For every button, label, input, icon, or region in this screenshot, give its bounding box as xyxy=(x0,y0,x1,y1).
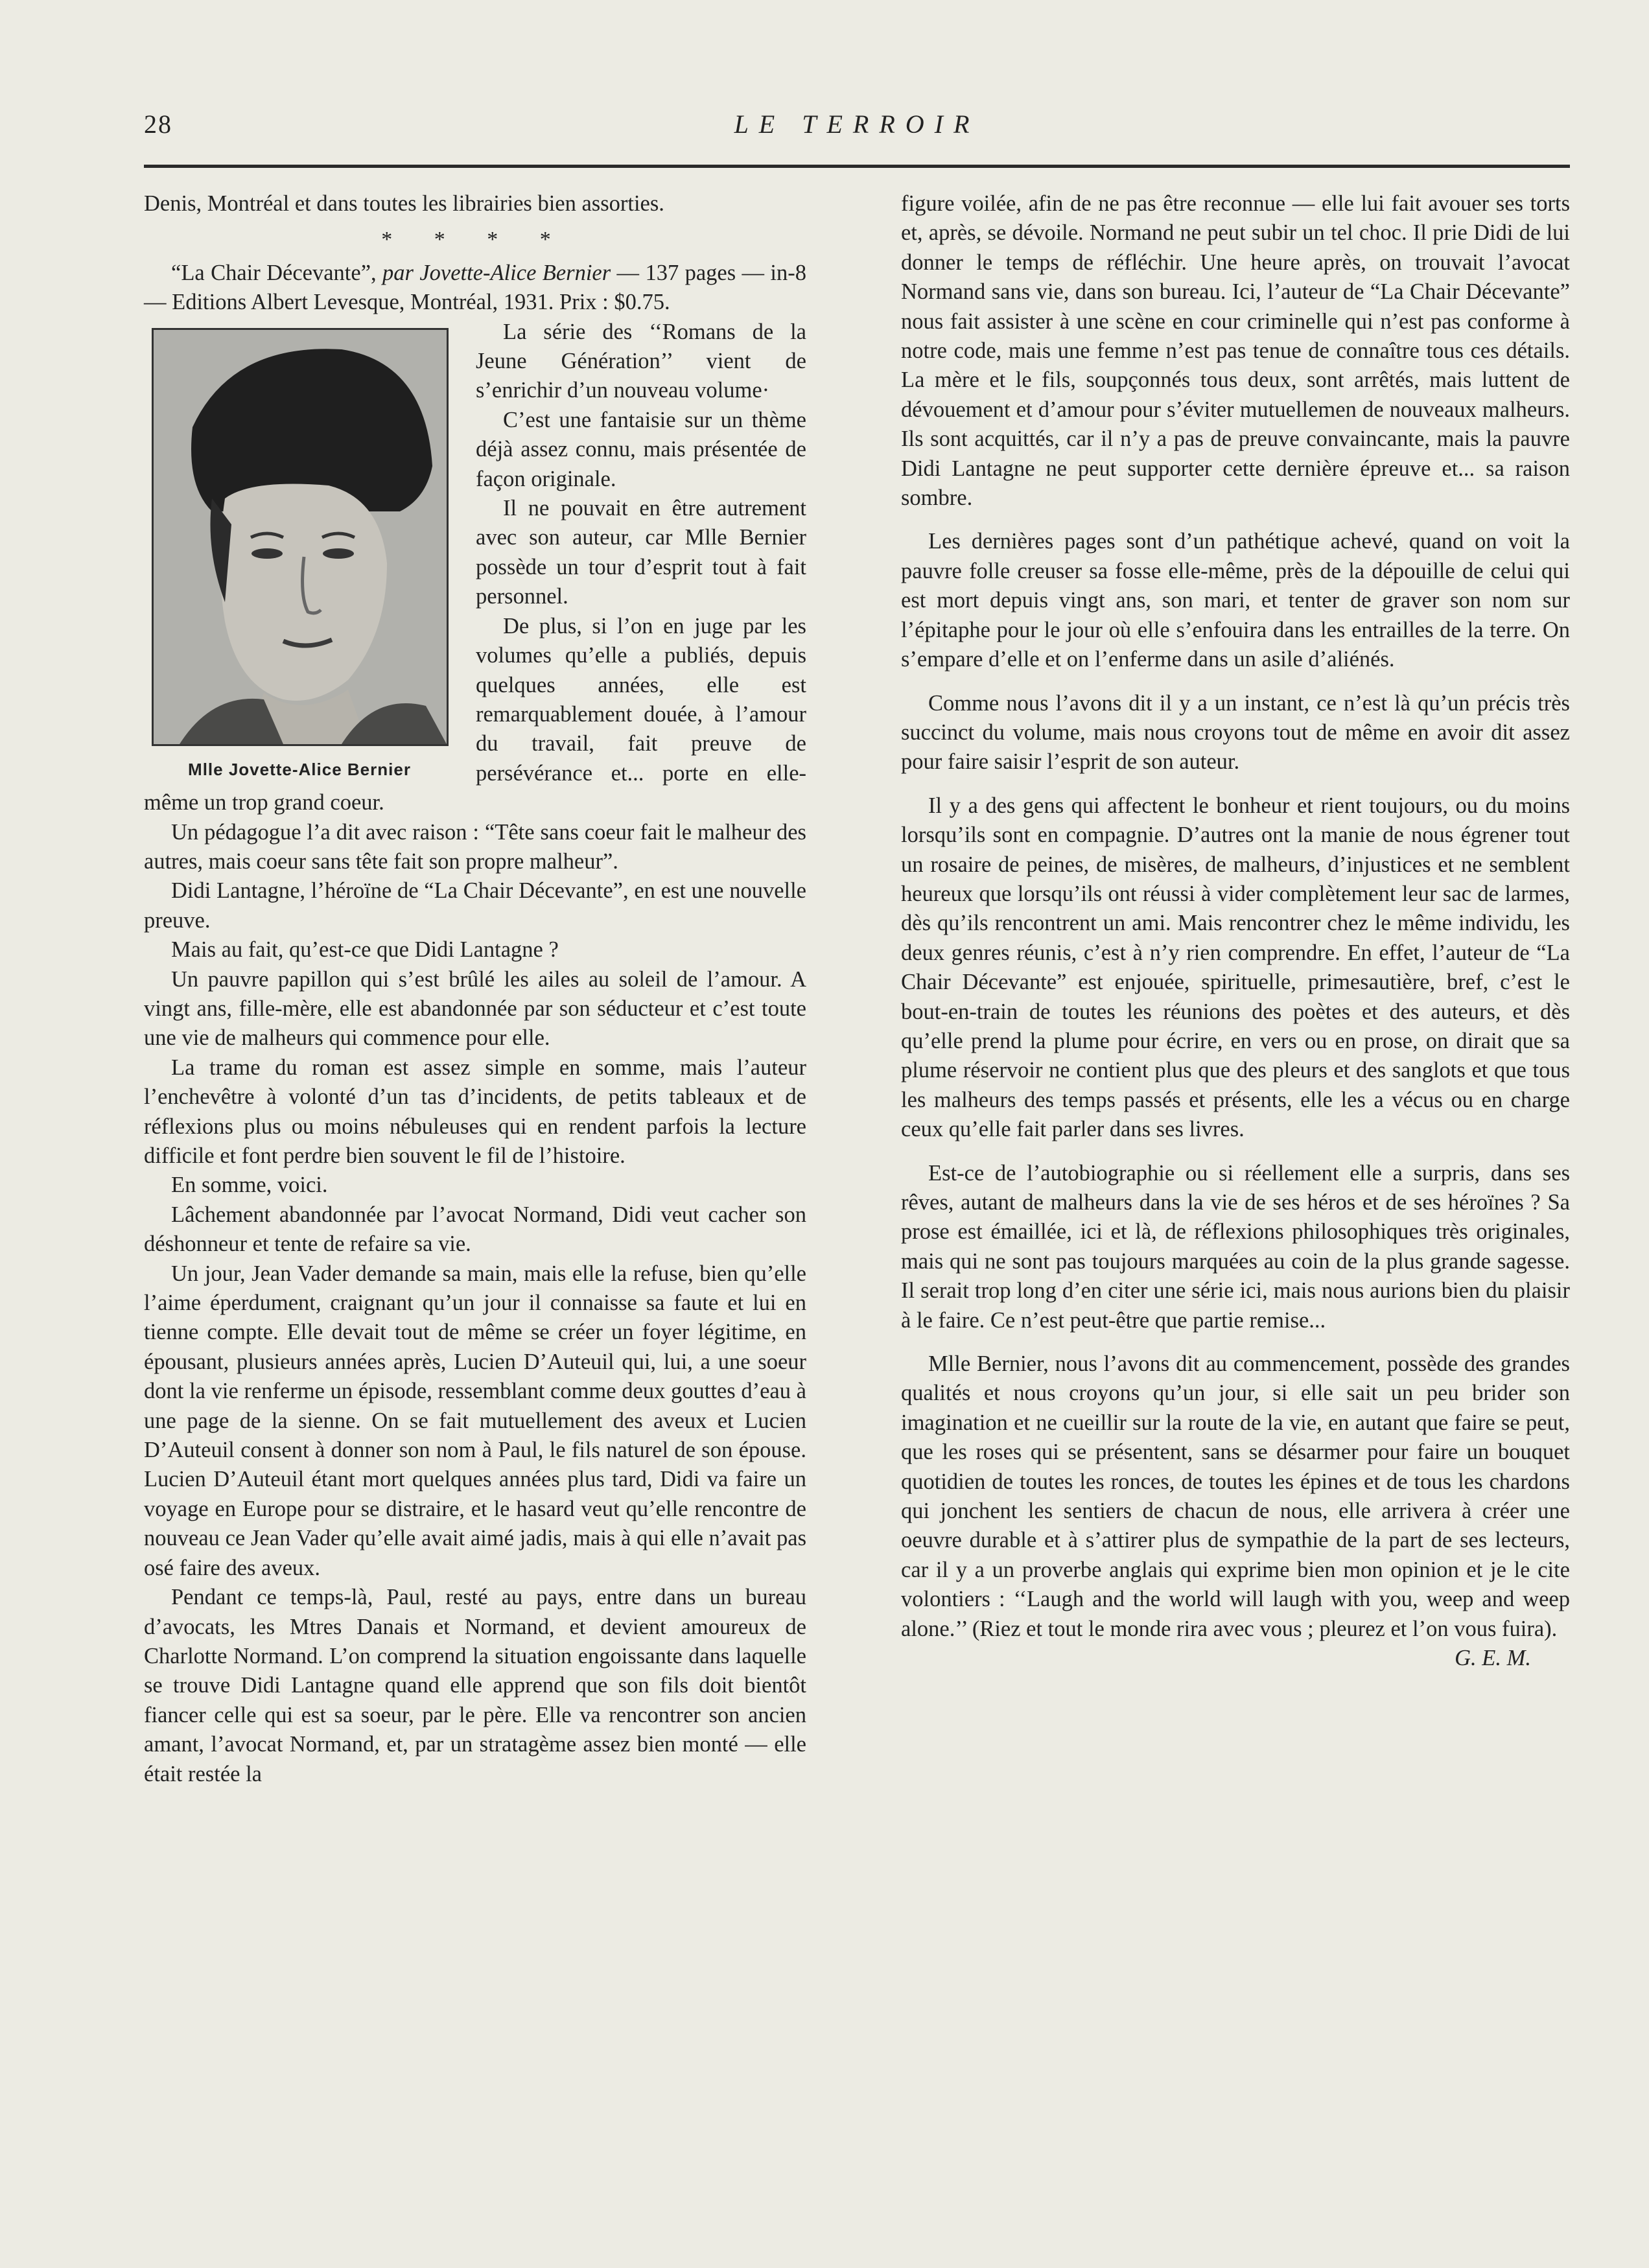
paragraph: En somme, voici. xyxy=(171,1173,328,1198)
book-author: par Jovette-Alice Bernier xyxy=(382,260,611,285)
author-photo xyxy=(152,328,449,746)
portrait-illustration xyxy=(154,330,447,744)
paragraph: figure voilée, afin de ne pas être reconnue — elle lui fait avouer ses torts et, après, se dévoile. Normand ne peut subir un tel choc. Il prie Didi de lui donner le temps de réfléchir. Une heure après, on trouvait l’avocat Normand sans vie, dans son bureau. Ici, l’auteur de “La Chair Décevante” nous fait assister à une scène en cour criminelle qui n’est pas conforme à notre code, mais une femme n’est pas tenue de connaître tous ces détails. La mère et le fils, soupçonnés tous deux, sont arrêtés, mais luttent de dévouement et d’amour pour s’éviter mutuellemen de nouveaux malheurs. Ils sont acquittés, car il n’y a pas de preuve convaincante, mais la pauvre Didi Lantagne ne peut supporter cette dernière épreuve et... sa raison sombre. xyxy=(901,191,1570,511)
page-number: 28 xyxy=(144,110,172,139)
paragraph: Mlle Bernier, nous l’avons dit au commencement, possède des grandes qualités et nous croyons qu’un jour, si elle sait un peu brider son imagination et ne cueillir sur la route de la vie, en autant que faire se peut, que les roses qui se présentent, sans se désarmer pour faire un bouquet quotidien de toutes les ronces, de toutes les épines et de tous les chardons qui jonchent les sentiers de chacun de nous, elle arrivera à créer une oeuvre durable et à s’attirer plus de sympathie de la part de ses lecteurs, car il y a un proverbe anglais qui exprime bien mon opinion et je le cite volontiers : ‘‘Laugh and the world will laugh with you, weep and weep alone.’’ (Riez et tout le monde rira avec vous ; pleurez et l’on vous fuira). xyxy=(901,1351,1570,1641)
book-details: — 137 pages — in-8 — Editions Albert Levesque, Montréal, 1931. Prix : $0.75. xyxy=(144,260,806,315)
paragraph: La trame du roman est assez simple en somme, mais l’auteur l’enchevêtre à volonté d’un tas d’incidents, de petits tableaux et de réflexions plus ou moins nébuleuses qui en rendent parfois la lecture difficile et font perdre bien souvent le fil de l’histoire. xyxy=(144,1055,806,1168)
paragraph: Les dernières pages sont d’un pathétique achevé, quand on voit la pauvre folle creuser sa fosse elle-même, près de la dépouille de celui qui est mort depuis vingt ans, son mari, et tenter de graver son nom sur l’épitaphe pour le jour où elle s’enfouira dans les entrailles de la terre. On s’empare d’elle et on l’enferme dans un asile d’aliénés. xyxy=(901,529,1570,672)
paragraph: C’est une fantaisie sur un thème déjà assez connu, mais présentée de façon originale. xyxy=(476,407,806,491)
book-title: “La Chair Décevante”, xyxy=(171,260,377,285)
paragraph: Lâchement abandonnée par l’avocat Normand, Didi veut cacher son déshonneur et tente de refaire sa vie. xyxy=(144,1202,806,1257)
section-separator: * * * * xyxy=(381,228,569,252)
header-rule xyxy=(144,165,1570,168)
author-photo-block xyxy=(144,318,455,784)
paragraph: Il ne pouvait en être autrement avec son auteur, car Mlle Bernier possède un tour d’esprit tout à fait personnel. xyxy=(476,496,806,609)
book-reference xyxy=(144,259,806,318)
journal-title: LE TERROIR xyxy=(734,110,980,139)
paragraph: Il y a des gens qui affectent le bonheur et rient toujours, ou du moins lorsqu’ils sont en compagnie. D’autres ont la manie de nous égrener tout un rosaire de peines, de misères, de malheurs, d’injustices et ne semblent heureux que lorsqu’ils ont réussi à vider complètement leur sac de larmes, dès qu’ils rencontrent un ami. Mais rencontrer chez le même individu, les deux genres réunis, c’est à n’y rien comprendre. En effet, l’auteur de “La Chair Décevante” est enjouée, spirituelle, primesautière, bref, c’est le bout-en-train de toutes les réunions des poètes et des auteurs, et dès qu’elle prend la plume pour écrire, en vers ou en prose, on dirait que sa plume réservoir ne contient plus que des pleurs et des sanglots et que tous les malheurs des temps passés et présents, elle les a vécus ou en charge ceux qu’elle fait parler dans ses livres. xyxy=(901,793,1570,1142)
paragraph: Mais au fait, qu’est-ce que Didi Lantagne ? xyxy=(171,937,559,963)
paragraph: Un pauvre papillon qui s’est brûlé les ailes au soleil de l’amour. A vingt ans, fille-mère, elle est abandonnée par son séducteur et c’est toute une vie de malheurs qui commence pour elle. xyxy=(144,966,806,1051)
paragraph: Pendant ce temps-là, Paul, resté au pays, entre dans un bureau d’avocats, les Mtres Danais et Normand, et devient amoureux de Charlotte Normand. L’on comprend la situation engoissante dans laquelle se trouve Didi Lantagne quand elle apprend que son fils doit bientôt fiancer celle qui est sa soeur, par le père. Elle va rencontrer son ancien amant, l’avocat Normand, et, par un stratagème assez bien monté — elle était restée la xyxy=(144,1585,806,1786)
paragraph: Un pédagogue l’a dit avec raison : “Tête sans coeur fait le malheur des autres, mais coeur sans tête fait son propre malheur”. xyxy=(144,819,806,874)
right-column xyxy=(901,189,1570,1674)
page-header xyxy=(144,109,1570,148)
photo-caption: Mlle Jovette-Alice Bernier xyxy=(188,759,411,779)
left-column xyxy=(144,189,806,1789)
paragraph: Un jour, Jean Vader demande sa main, mais elle la refuse, bien qu’elle l’aime éperdument, craignant qu’un jour il connaisse sa faute et lui en tienne compte. Elle devait tout de même se créer un foyer légitime, en épousant, plusieurs années après, Lucien D’Auteuil qui, lui, a une soeur dont la vie renferme un épisode, ressemblant comme deux gouttes d’eau à une page de la sienne. On se fait mutuellement des aveux et Lucien D’Auteuil consent à donner son nom à Paul, le fils naturel de son épouse. Lucien D’Auteuil étant mort quelques années plus tard, Didi va faire un voyage en Europe pour se distraire, et le hasard veut qu’elle rencontre de nouveau ce Jean Vader qu’elle avait aimé jadis, mais à qui elle n’avait pas osé faire des aveux. xyxy=(144,1261,806,1580)
author-signature: G. E. M. xyxy=(1455,1646,1531,1671)
paragraph: Didi Lantagne, l’héroïne de “La Chair Décevante”, en est une nouvelle preuve. xyxy=(144,878,806,933)
intro-text: Denis, Montréal et dans toutes les librairies bien assorties. xyxy=(144,191,664,216)
paragraph: De plus, si l’on en juge par les volumes qu’elle a publiés, depuis quelques années, elle est remarquablement douée, à l’amour du travail, fait preuve de persévérance et... porte en elle-même un trop grand coeur. xyxy=(144,613,806,815)
paragraph: Est-ce de l’autobiographie ou si réellement elle a surpris, dans ses rêves, autant de malheurs dans la vie de ses héros et de ses héroïnes ? Sa prose est émaillée, ici et là, de réflexions philosophiques très originales, mais qui ne sont pas toujours marquées au coin de la plus grande sagesse. Il serait trop long d’en citer une série ici, mais nous aurions bien du plaisir à le faire. Ce n’est peut-être que partie remise... xyxy=(901,1160,1570,1333)
paragraph: Comme nous l’avons dit il y a un instant, ce n’est là qu’un précis très succinct du volume, mais nous croyons tout de même en avoir dit assez pour faire saisir l’esprit de son auteur. xyxy=(901,690,1570,775)
paragraph: La série des ‘‘Romans de la Jeune Génération’’ vient de s’enrichir d’un nouveau volume· xyxy=(476,319,806,403)
